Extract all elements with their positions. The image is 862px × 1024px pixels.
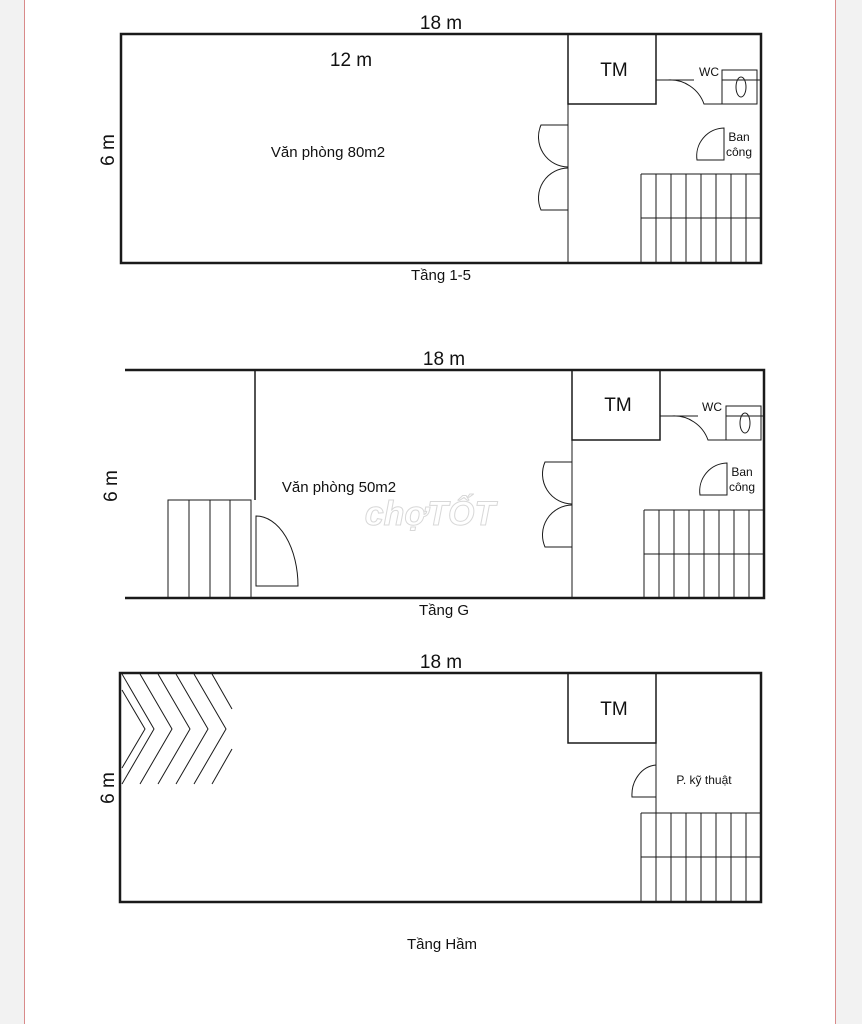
staircase xyxy=(641,813,761,902)
ramp xyxy=(122,674,232,784)
staircase-left xyxy=(168,500,251,598)
balcony-label-line1: Ban xyxy=(731,465,753,479)
tm-label: TM xyxy=(604,395,632,416)
toilet xyxy=(722,70,757,104)
office-label: Văn phòng 80m2 xyxy=(270,144,386,161)
office-door-top xyxy=(542,462,572,504)
balcony-label-line2: công xyxy=(728,480,756,494)
office-door-bottom xyxy=(542,505,572,547)
height-dimension: 6 m xyxy=(101,470,122,502)
tech-room-label: P. kỹ thuật xyxy=(676,773,732,787)
balcony-door xyxy=(697,128,724,160)
wc-label: WC xyxy=(699,65,719,79)
tech-room-door xyxy=(632,765,656,797)
height-dimension: 6 m xyxy=(98,772,119,804)
entrance-door xyxy=(256,516,298,586)
tm-label: TM xyxy=(600,60,628,81)
wc-door xyxy=(668,80,761,104)
staircase xyxy=(641,174,761,263)
floor-caption: Tầng 1-5 xyxy=(410,267,472,284)
floor-plan-g xyxy=(125,370,764,598)
tm-label: TM xyxy=(600,699,628,720)
floor-caption: Tầng G xyxy=(418,602,470,619)
office-label: Văn phòng 50m2 xyxy=(281,479,397,496)
outer-wall xyxy=(121,34,761,263)
floor-plan-basement xyxy=(120,673,761,902)
wc-label: WC xyxy=(702,400,722,414)
office-door-top xyxy=(538,125,568,167)
watermark-logo: chợTỐT xyxy=(364,495,496,533)
width-dimension: 18 m xyxy=(419,13,463,34)
outer-wall xyxy=(120,673,761,902)
balcony-door xyxy=(700,463,727,495)
floor-caption: Tầng Hầm xyxy=(406,936,478,953)
width-dimension: 18 m xyxy=(419,652,463,673)
outer-wall xyxy=(125,370,764,598)
toilet xyxy=(726,406,761,440)
height-dimension: 6 m xyxy=(98,134,119,166)
inner-dimension: 12 m xyxy=(329,50,373,71)
balcony-label-line1: Ban xyxy=(728,130,750,144)
office-door-bottom xyxy=(538,168,568,210)
floor-plan-1-5 xyxy=(121,34,761,263)
staircase xyxy=(644,510,764,598)
balcony-label-line2: công xyxy=(725,145,753,159)
width-dimension: 18 m xyxy=(422,349,466,370)
